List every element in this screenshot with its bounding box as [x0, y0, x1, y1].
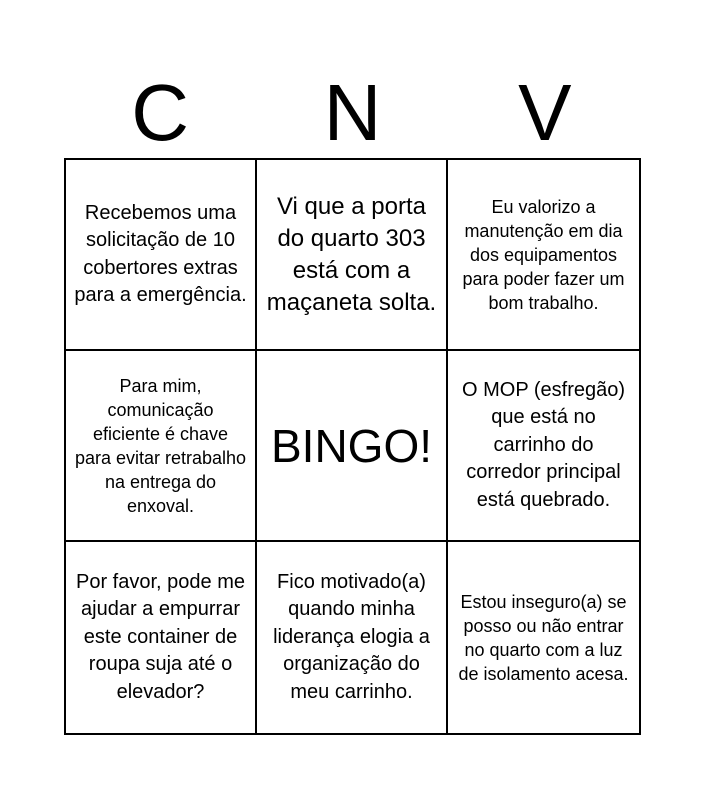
- header-letter-n: N: [323, 68, 382, 157]
- bingo-cell-r3c1[interactable]: [66, 542, 257, 733]
- cell-text: Estou inseguro(a) se posso ou não entrar no quarto com a luz de isolamento acesa.: [458, 591, 629, 684]
- bingo-grid: [64, 158, 641, 735]
- bingo-cell-r1c2[interactable]: [257, 160, 448, 351]
- cell-text: Para mim, comunicação eficiente é chave para evitar retrabalho na entrega do enxoval.: [74, 375, 247, 516]
- cell-text: Vi que a porta do quarto 303 está com a maçaneta solta.: [266, 192, 437, 316]
- cell-text: Por favor, pode me ajudar a empurrar este container de roupa suja até o elevador?: [76, 570, 245, 703]
- cell-text: Eu valorizo a manutenção em dia dos equipamentos para poder fazer um bom trabalho.: [462, 196, 625, 313]
- cell-text: O MOP (esfregão) que está no carrinho do corredor principal está quebrado.: [461, 378, 626, 511]
- header-letter-c: C: [131, 68, 190, 157]
- cell-text: Recebemos uma solicitação de 10 cobertores extras para a emergência.: [74, 201, 247, 306]
- header-letter-v: V: [518, 68, 572, 157]
- free-space-text: BINGO!: [270, 419, 433, 472]
- bingo-cell-r3c2[interactable]: [257, 542, 448, 733]
- cell-text: Fico motivado(a) quando minha liderança elogia a organização do meu carrinho.: [273, 570, 430, 703]
- bingo-cell-free[interactable]: [257, 351, 448, 542]
- bingo-cell-r2c1[interactable]: [66, 351, 257, 542]
- bingo-cell-r3c3[interactable]: [448, 542, 639, 733]
- bingo-cell-r1c1[interactable]: [66, 160, 257, 351]
- bingo-cell-r2c3[interactable]: [448, 351, 639, 542]
- bingo-cell-r1c3[interactable]: [448, 160, 639, 351]
- bingo-header: [64, 68, 641, 158]
